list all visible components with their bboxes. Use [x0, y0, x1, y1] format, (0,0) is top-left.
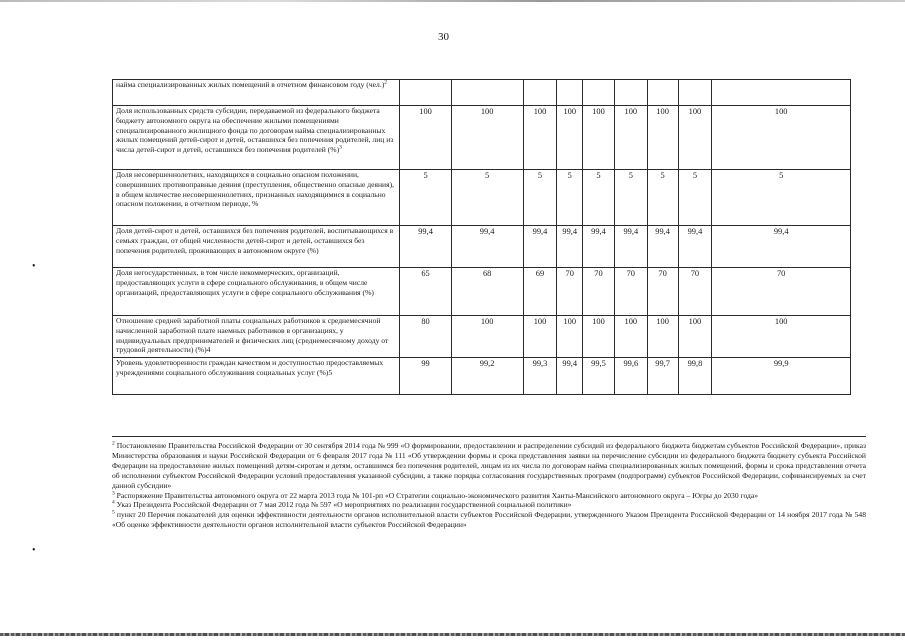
- footnote: [112, 500, 866, 510]
- footnote-text: Постановление Правительства Российской Федерации от 30 сентября 2014 года № 999 «О формировании, предоставлении и распределении субсидий из федерального бюджета бюджетам субъектов Российской Федерации», приказ Министерства образования и науки Российской Федерации от 6 февраля 2017 года № 111 «Об утверждении формы и срока представления заявки на перечисление субсидии из федерального бюджета бюджету субъекта Российской Федерации на предоставление жилых помещений детям-сиротам и детям, оставшимся без попечения родителей, лицам из их числа по договорам найма специализированных жилых помещений, формы и срока представления отчета об исполнении субъектом Российской Федерации условий предоставления указанной субсидии, а также порядка согласования государственных программ (подпрограмм) субъектов Российской Федерации, софинансируемых за счет данной субсидии»: [112, 441, 866, 490]
- indicator-value: [678, 80, 712, 106]
- indicator-value: 100: [678, 316, 712, 358]
- indicator-label: [113, 170, 400, 226]
- indicator-value: 5: [451, 170, 523, 226]
- indicator-value: 99,7: [647, 358, 678, 395]
- indicator-value: 100: [451, 316, 523, 358]
- footnote-text: пункт 20 Перечня показателей для оценки эффективности деятельности органов исполнительной власти субъектов Российской Федерации, утвержденного Указом Президента Российской Федерации от 14 ноября 2017 года № 548 «Об оценке эффективности деятельности органов исполнительной власти субъектов Российской Федерации»: [112, 510, 866, 530]
- indicators-table: [112, 79, 851, 395]
- footnote-ref: 2: [384, 79, 387, 86]
- indicator-value: 68: [451, 268, 523, 316]
- indicator-value: 80: [400, 316, 451, 358]
- indicator-value: [583, 80, 615, 106]
- table-row: [113, 358, 851, 395]
- indicator-value: 100: [557, 316, 583, 358]
- table-row: [113, 268, 851, 316]
- indicator-value: 70: [678, 268, 712, 316]
- indicator-value: 100: [557, 106, 583, 170]
- table-row: [113, 316, 851, 358]
- footnote-text: Указ Президента Российской Федерации от 7 мая 2012 года № 597 «О мероприятиях по реализации государственной социальной политики»: [116, 500, 572, 510]
- indicator-value: 5: [583, 170, 615, 226]
- footnote-mark: 2: [112, 440, 115, 447]
- indicator-value: 70: [647, 268, 678, 316]
- indicator-value: 5: [678, 170, 712, 226]
- footnote-ref: 3: [339, 144, 342, 151]
- indicator-text: Доля использованных средств субсидии, передаваемой из федерального бюджета бюджету автономного округа на обеспечение жилыми помещениями специализированного жилищного фонда по договорам найма специализированных жилых помещений детей-сирот и детей, оставшихся без попечения родителей, лиц из числа детей-сирот и детей, оставшихся без попечения родителей (%): [116, 106, 394, 155]
- indicator-value: 99,4: [647, 226, 678, 268]
- table-row: [113, 170, 851, 226]
- scan-edge-top: [0, 0, 905, 2]
- indicator-value: 100: [647, 316, 678, 358]
- indicator-value: 100: [523, 106, 557, 170]
- indicator-text: Уровень удовлетворенности граждан качеством и доступностью предоставляемых учреждениями социального обслуживания социальных услуг (%)5: [116, 358, 384, 377]
- indicator-value: 100: [614, 106, 647, 170]
- indicator-label: [113, 106, 400, 170]
- indicator-value: 100: [583, 106, 615, 170]
- side-mark-2: •: [32, 545, 36, 556]
- footnote: [112, 510, 866, 530]
- indicator-label: [113, 226, 400, 268]
- indicator-value: 65: [400, 268, 451, 316]
- indicator-value: 99,9: [712, 358, 851, 395]
- indicator-text: найма специализированных жилых помещений в отчетном финансовом году (чел.): [116, 80, 385, 89]
- footnote-mark: 3: [112, 490, 115, 496]
- side-mark-1: •: [32, 261, 36, 272]
- indicator-text: Доля несовершеннолетних, находящихся в социально опасном положении, совершивших противоправные деяния (преступления, общественно опасные деяния), в общем количестве несовершеннолетних, признанных находящимися в социально опасном положении, в отчетном периоде, %: [116, 170, 395, 209]
- indicator-value: 100: [712, 316, 851, 358]
- table-row: [113, 106, 851, 170]
- footnote: [112, 491, 866, 501]
- indicator-value: 99,6: [614, 358, 647, 395]
- indicator-value: 5: [557, 170, 583, 226]
- scan-edge-bottom: [0, 633, 905, 636]
- indicator-value: 99,8: [678, 358, 712, 395]
- footnotes: [112, 436, 866, 530]
- indicator-value: 99,2: [451, 358, 523, 395]
- indicator-value: 99,4: [451, 226, 523, 268]
- footnote-mark: 5: [112, 509, 115, 516]
- indicator-value: 100: [678, 106, 712, 170]
- footnote-mark: 4: [112, 499, 115, 506]
- indicator-value: 70: [557, 268, 583, 316]
- indicator-label: [113, 358, 400, 395]
- indicator-label: [113, 316, 400, 358]
- indicator-value: 100: [400, 106, 451, 170]
- indicator-value: 99,4: [583, 226, 615, 268]
- indicator-text: Отношение средней заработной платы социальных работников к среднемесячной начисленной заработной плате наемных работников в организациях, у индивидуальных предпринимателей и физических лиц (среднемесячному доходу от трудовой деятельности) (%)4: [116, 316, 389, 355]
- indicator-value: 70: [712, 268, 851, 316]
- footnote: [112, 441, 866, 491]
- indicator-value: 70: [583, 268, 615, 316]
- indicator-value: 99,5: [583, 358, 615, 395]
- indicator-value: 5: [647, 170, 678, 226]
- indicator-value: 100: [647, 106, 678, 170]
- indicator-value: [557, 80, 583, 106]
- indicator-value: 99,3: [523, 358, 557, 395]
- indicator-value: 99,4: [400, 226, 451, 268]
- indicator-text: Доля негосударственных, в том числе некоммерческих, организаций, предоставляющих услуги в сфере социального обслуживания, в общем числе организаций, предоставляющих услуги в сфере социального обслуживания (%): [116, 268, 374, 297]
- indicator-value: 5: [523, 170, 557, 226]
- indicator-value: 5: [712, 170, 851, 226]
- indicator-value: 100: [583, 316, 615, 358]
- indicator-value: 100: [614, 316, 647, 358]
- table-row: [113, 80, 851, 106]
- indicator-value: [614, 80, 647, 106]
- indicator-value: 69: [523, 268, 557, 316]
- indicator-value: [400, 80, 451, 106]
- indicator-value: 100: [451, 106, 523, 170]
- indicator-value: 100: [523, 316, 557, 358]
- indicator-value: [523, 80, 557, 106]
- indicator-text: Доля детей-сирот и детей, оставшихся без попечения родителей, воспитывающихся в семьях граждан, от общей численности детей-сирот и детей, оставшихся без попечения родителей, проживающих в автономном округе (%): [116, 226, 394, 255]
- indicator-value: [451, 80, 523, 106]
- indicator-value: 99,4: [523, 226, 557, 268]
- indicator-value: 99,4: [557, 226, 583, 268]
- indicator-value: 5: [614, 170, 647, 226]
- indicator-value: 99,4: [678, 226, 712, 268]
- indicator-label: [113, 80, 400, 106]
- indicator-value: 100: [712, 106, 851, 170]
- indicator-value: 99: [400, 358, 451, 395]
- footnote-text: Распоряжение Правительства автономного округа от 22 марта 2013 года № 101-рп «О Стратегии социально-экономического развития Ханты-Мансийского автономного округа – Югры до 2030 года»: [116, 490, 759, 500]
- page-number: 30: [438, 31, 449, 43]
- indicator-value: 99,4: [557, 358, 583, 395]
- indicator-value: 99,4: [712, 226, 851, 268]
- indicator-value: [647, 80, 678, 106]
- indicator-value: 99,4: [614, 226, 647, 268]
- indicator-value: 70: [614, 268, 647, 316]
- table-row: [113, 226, 851, 268]
- indicator-value: 5: [400, 170, 451, 226]
- indicator-value: [712, 80, 851, 106]
- indicator-label: [113, 268, 400, 316]
